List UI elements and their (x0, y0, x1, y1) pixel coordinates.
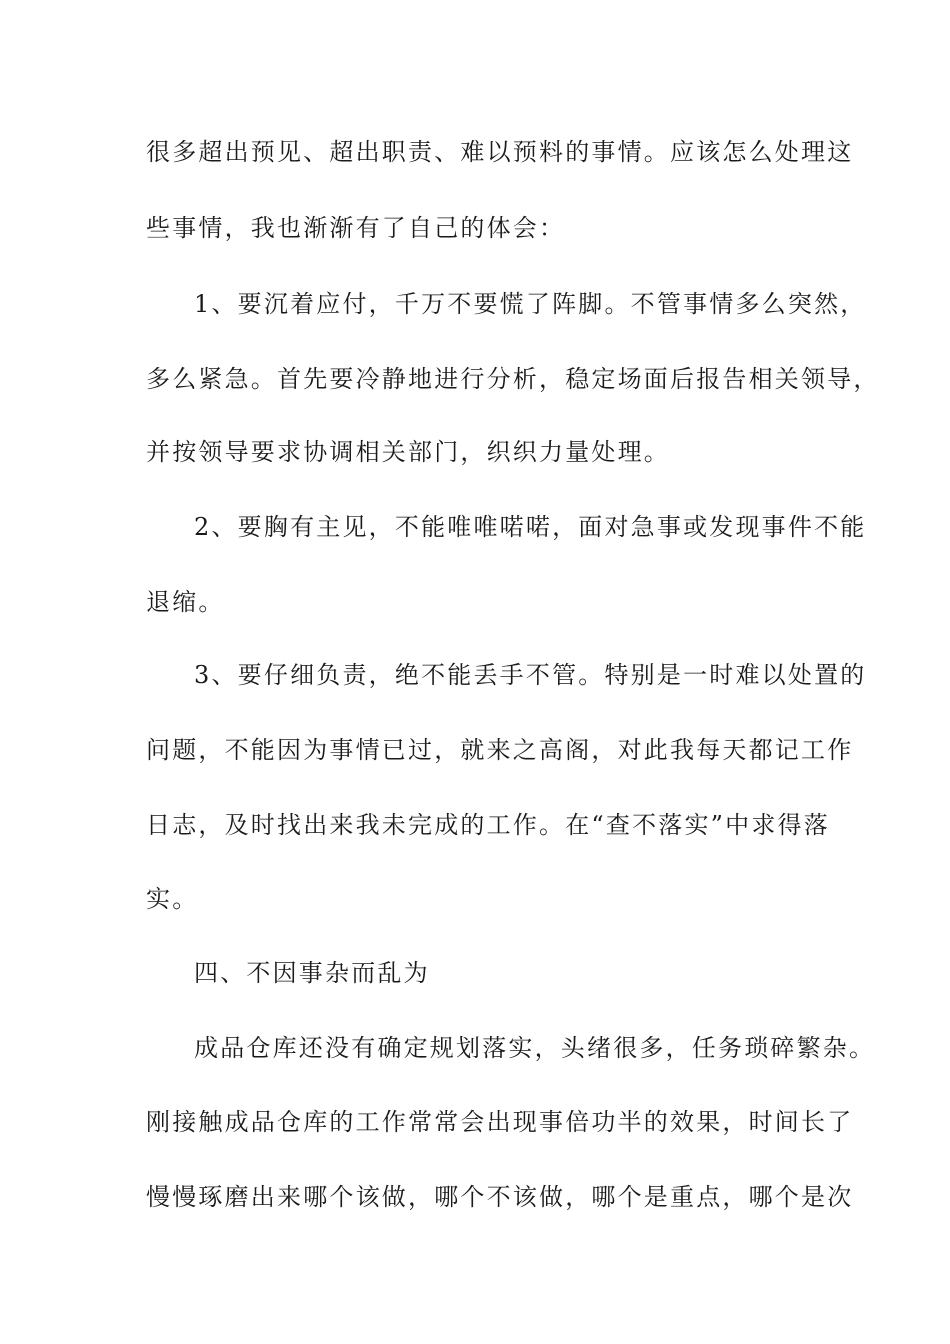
text-line: 刚接触成品仓库的工作常常会出现事倍功半的效果，时间长了 (146, 1108, 854, 1136)
text-line: 很多超出预见、超出职责、难以预料的事情。应该怎么处理这 (146, 138, 854, 166)
paragraph-start-line: 成品仓库还没有确定规划落实，头绪很多，任务琐碎繁杂。 (194, 1034, 876, 1062)
text-line: 问题，不能因为事情已过，就来之高阁，对此我每天都记工作 (146, 736, 854, 764)
text-line: 慢慢琢磨出来哪个该做，哪个不该做，哪个是重点，哪个是次 (146, 1183, 854, 1211)
list-item-1-line: 1、要沉着应付，千万不要慌了阵脚。不管事情多么突然， (194, 290, 867, 318)
list-item-3-line: 3、要仔细负责，绝不能丢手不管。特别是一时难以处置的 (194, 661, 867, 689)
text-line: 日志，及时找出来我未完成的工作。在“查不落实”中求得落 (146, 811, 830, 839)
text-line: 并按领导要求协调相关部门，织织力量处理。 (146, 438, 670, 466)
text-line: 实。 (146, 885, 199, 913)
list-item-2-line: 2、要胸有主见，不能唯唯喏喏，面对急事或发现事件不能 (194, 513, 867, 541)
text-line: 些事情，我也渐渐有了自己的体会： (146, 214, 566, 242)
section-heading: 四、不因事杂而乱为 (194, 959, 430, 987)
text-line: 退缩。 (146, 588, 225, 616)
text-line: 多么紧急。首先要冷静地进行分析，稳定场面后报告相关领导， (146, 365, 880, 393)
